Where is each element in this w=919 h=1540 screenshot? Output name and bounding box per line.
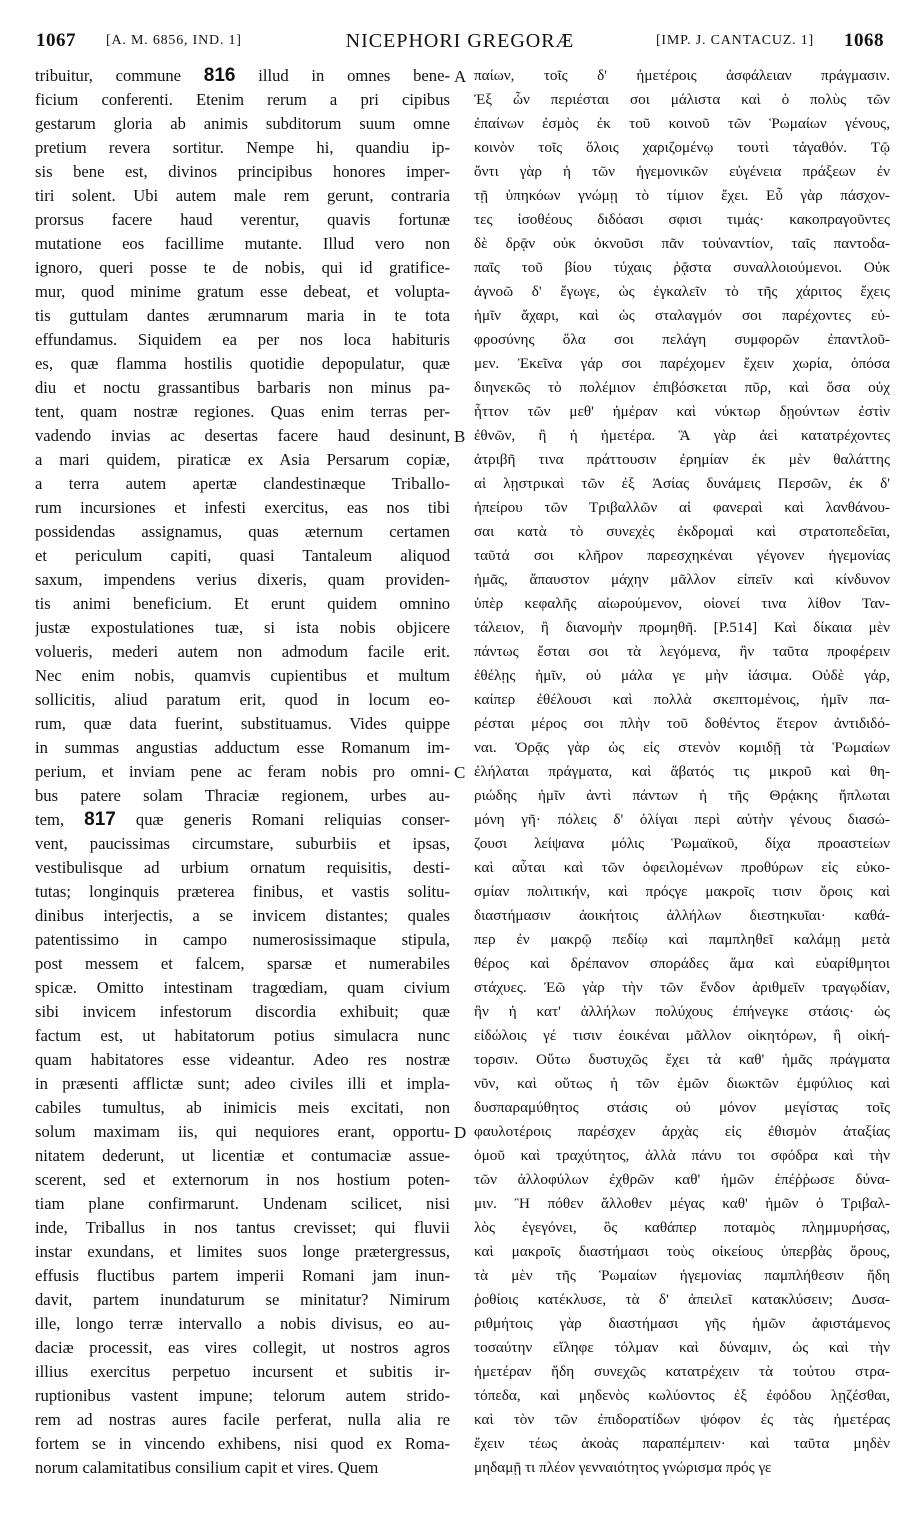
latin-text-line: spicæ. Omitto intestinam tragœdiam, quam civium: [35, 978, 450, 997]
latin-text-line: illius exercitus perpetuo incursent et subitis ir-: [35, 1362, 450, 1381]
latin-text-line: vestibulisque ad urbium ornatum requisitis, desti-: [35, 858, 450, 877]
greek-column: [474, 64, 890, 1480]
section-marker-d: D: [454, 1123, 467, 1142]
greek-text-line: ἐθνῶν, ἢ ἡ ἡμετέρα. Ἃ γὰρ ἀεὶ κατατρέχοντες: [474, 427, 890, 444]
latin-text-line: vadendo invias ac desertas facere haud desinunt,: [35, 426, 450, 445]
latin-text-line: tent, quam nostræ regiones. Quas enim terras per-: [35, 402, 450, 421]
latin-text-line: rum, quæ data fuerint, substituamus. Vides quippe: [35, 714, 450, 733]
greek-text-line: δυσπαραμύθητος στάσις οὐ μόνον μεγίστας τοῖς: [474, 1099, 890, 1116]
greek-text-line: σμίαν πολιτικήν, καὶ πρόςγε μακροῖς τισιν ὅροις καὶ: [474, 883, 890, 900]
greek-text-line: ἣν ἡ κατ' ἀλλήλων πολύχους ἐπήνεγκε στάσις· ὡς: [474, 1003, 890, 1020]
greek-text-line: σαι κατὰ τὸ συνεχὲς ἐκδρομαὶ καὶ στρατοπεδεῖαι,: [474, 523, 890, 540]
greek-text-line: ὄντι γὰρ ἡ τῶν ἡγεμονικῶν εὐγένεια πράξεων ἐν: [474, 163, 890, 180]
latin-text-line: sollicitis, aliud paratum erit, quod in locum eo-: [35, 690, 450, 709]
latin-text-line: davit, partem inundaturum se minitatur? Nimirum: [35, 1290, 450, 1309]
latin-text-line: vent, paucissimas circumstare, suburbiis et ipsas,: [35, 834, 450, 853]
latin-text-line: tem, 817 quæ generis Romani reliquias conser-: [35, 809, 450, 830]
greek-text-line: τὰ μὲν τῆς Ῥωμαίων ἡγεμονίας παμπλήθεσιν ἤδη: [474, 1267, 890, 1284]
greek-text-line: πάντως ἔσται σοι τὰ λεγόμενα, ἢν ταῦτα προφέρειν: [474, 643, 890, 660]
date-bracket-right: [IMP. J. CANTACUZ. 1]: [655, 33, 814, 48]
latin-text-line: rum incursiones et infesti exercitus, eas nos tibi: [35, 498, 450, 517]
greek-text-line: θέρος καὶ δρέπανον σποράδες ἅμα καὶ εὐαρίθμητοι: [474, 955, 890, 972]
section-marker-c: C: [454, 763, 466, 782]
latin-text-line: tribuitur, commune 816 illud in omnes bene-: [35, 65, 450, 86]
latin-text-line: saxum, impendens verius dixeris, quam providen-: [35, 570, 450, 589]
latin-text-line: perium, et inviam pene ac feram nobis pro omni-: [35, 762, 450, 781]
page-number-left: 1067: [36, 30, 76, 51]
greek-text-line: ναι. Ὁρᾷς γὰρ ὡς εἰς στενὸν κομιδῇ τὰ Ῥωμαίων: [474, 739, 890, 756]
latin-text-line: volueris, mederi autem non admodum facile erit.: [35, 642, 450, 661]
greek-text-line: αἱ λῃστρικαὶ τῶν ἐξ Ἀσίας δυνάμεις Περσῶν, ἐκ δ': [474, 475, 890, 492]
date-bracket-left: [A. M. 6856, IND. 1]: [106, 33, 242, 48]
greek-text-line: ἐθέλῃς ἡμῖν, οὐ μάλα γε μὴν ἰάσιμα. Οὐδὲ γάρ,: [474, 667, 890, 684]
latin-text-line: cabiles tumultus, ab inimicis meis excitati, non: [35, 1098, 450, 1117]
greek-text-line: φαυλοτέροις παρέσχεν ἀρχὰς εἰς ἐθισμὸν ἀταξίας: [474, 1123, 890, 1140]
greek-text-line: ἐπαίνων ἐσμὸς ἐκ τοῦ κοινοῦ τῶν Ῥωμαίων γένους,: [474, 115, 890, 132]
latin-text-line: gestarum gloria ab animis subditorum suum omne: [35, 114, 450, 133]
greek-text-line: ζουσι λείψανα μόλις Ῥωμαϊκοῦ, δίχα προαστείων: [474, 835, 890, 852]
greek-text-line: τάλειον, ἢ διανομὴν προμηθῆ. [P.514] Καὶ δίκαια μὲν: [474, 619, 890, 636]
greek-text-line: ἐλήλαται πράγματα, καὶ ἄβατός τις μικροῦ καὶ θη-: [474, 763, 890, 780]
latin-text-line: mutatione eos facillime mutante. Illud vero non: [35, 234, 450, 253]
latin-text-line: solum maximam iis, qui nequiores erant, opportu-: [35, 1122, 450, 1141]
latin-text-line: a terra autem apertæ clandestinæque Triballo-: [35, 474, 450, 493]
greek-text-line: ἡμετέραν ἤδη συνεχῶς κατατρέχειν τὰ τούτου στρα-: [474, 1363, 890, 1380]
running-title: NICEPHORI GREGORÆ: [345, 30, 575, 52]
latin-text-line: norum calamitatibus consilium capit et vires. Quem: [35, 1458, 379, 1477]
greek-text-line: Ἐξ ὧν περιέσται σοι μάλιστα καὶ ὁ πολὺς τῶν: [474, 91, 890, 108]
greek-text-line: παῖς τοῦ βίου τύχαις ῥᾷστα συναλλοιούμενοι. Οὐκ: [474, 259, 890, 276]
greek-text-line: καὶ μακροῖς διαστήμασι τοὺς οἰκείους ὑπερβὰς ὅρους,: [474, 1243, 890, 1260]
latin-text-line: quam habitatores esse videantur. Adeo res nostræ: [35, 1050, 450, 1069]
latin-text-line: instar exundans, et limites suos longe prætergressus,: [35, 1242, 450, 1261]
latin-text-line: bus patere solam Thraciæ regionem, urbes au-: [35, 786, 450, 805]
greek-text-line: μιν. Ἢ πόθεν ἄλλοθεν μέγας καθ' ἡμῶν ὁ Τριβαλ-: [474, 1195, 890, 1212]
latin-text-line: pretium revera sortitur. Nempe hi, quandiu ip-: [35, 138, 450, 157]
section-marker-b: B: [454, 427, 466, 446]
greek-text-line: φροσύνης ὅλα σοι πελάγη συμφορῶν ἐπαντλοῦ-: [474, 331, 890, 348]
latin-text-line: ignoro, queri posse te de nobis, qui id gratifice-: [35, 258, 450, 277]
greek-text-line: ριώδης ἡμῖν ἀντὶ πάντων ἡ τῆς Θρᾴκης ἥπλωται: [474, 787, 890, 804]
greek-text-line: καὶ αὗται καὶ τῶν ὀφειλομένων προθύρων εἰς εὐκο-: [474, 859, 890, 876]
running-header: [36, 30, 884, 60]
column-number: 816: [203, 65, 236, 86]
greek-text-line: εἰδώλοις γέ τισιν ἐοικέναι μᾶλλον οἰκητόρων, ἢ οἰκή-: [474, 1027, 890, 1044]
greek-text-line: ἠπείρου τῶν Τριβαλλῶν αἱ φανεραὶ καὶ λανθάνου-: [474, 499, 890, 516]
latin-text-line: sis bene est, divinos principibus honores imper-: [35, 162, 450, 181]
greek-text-line: ἔχειν τέως ἀκοὰς παραπέμπειν· καὶ ταῦτα μηδὲν: [474, 1435, 890, 1452]
latin-text-line: tis guttulam dantes ærumnarum maria in te tota: [35, 306, 450, 325]
latin-column: [35, 64, 450, 1480]
latin-text-line: effundamus. Siquidem ea per nos loca habituris: [35, 330, 450, 349]
greek-text-line: τῶν ἀλλοφύλων ἐχθρῶν καθ' ἡμῶν ἐπέῤῥωσε δύνα-: [474, 1171, 890, 1188]
latin-text-line: ruptionibus vastent impune; telorum autem strido-: [35, 1386, 450, 1405]
greek-text-line: τῇ ὑπηκόων γνώμῃ τὸ τίμιον ἔχει. Εὖ γὰρ πάσχον-: [474, 187, 890, 204]
greek-text-line: διαστήμασιν ἀοικήτοις ἀλλήλων διεστηκυῖαι· καθά-: [474, 907, 890, 924]
latin-text-line: tiri solent. Ubi autem male rem gerunt, contraria: [35, 186, 450, 205]
latin-text-line: justæ expostulationes tuæ, si ista nobis objicere: [35, 618, 450, 637]
latin-text-line: nitatem dederunt, ut licentiæ et contumaciæ assue-: [35, 1146, 450, 1165]
latin-text-line: Nec enim nobis, quamvis cupientibus et multum: [35, 666, 450, 685]
greek-text-line: μηδαμῇ τι πλέον γενναιότητος γνώρισμα πρός γε: [474, 1459, 772, 1476]
greek-text-line: μεν. Ἐκεῖνα γάρ σοι παρέχομεν ἔχειν χωρία, ὁπόσα: [474, 355, 890, 372]
column-number: 817: [84, 809, 116, 830]
greek-text-line: ἡμῖν ἄχαρι, καὶ ὡς σταλαγμόν σοι παρέχοντες εὐ-: [474, 307, 890, 324]
greek-text-line: νῦν, καὶ οὕτως ἡ τῶν ἐμῶν διωκτῶν ἐμφύλιος καὶ: [474, 1075, 890, 1092]
latin-text-line: effusis fluctibus partem imperii Romani jam inun-: [35, 1266, 450, 1285]
greek-text-line: καὶ τὸν τῶν ἐπιδορατίδων ψόφον ἐς τὰς ἡμετέρας: [474, 1411, 890, 1428]
latin-text-line: scerent, sed et externorum in nos hostium poten-: [35, 1170, 450, 1189]
latin-text-line: tutas; longinquis præterea finibus, et vastis solitu-: [35, 882, 450, 901]
greek-text-line: τόπεδα, καὶ μηδενὸς κωλύοντος ἐξ ἐφόδου λῃζέσθαι,: [474, 1387, 890, 1404]
latin-text-line: rem ad nostras aures facile perferat, nulla alia re: [35, 1410, 450, 1429]
latin-text-line: daciæ processit, eas vires collegit, ut nostros agros: [35, 1338, 450, 1357]
latin-text-line: possidendas assignamus, quas æternum certamen: [35, 522, 450, 541]
latin-text-line: ficium conferenti. Etenim rerum a pri cipibus: [35, 90, 450, 109]
greek-text-line: τες ἰσοθέους διδόασι σφισι τιμάς· κακοπραγοῦντες: [474, 211, 890, 228]
greek-text-line: διηνεκῶς τὸ πολέμιον ἐπιβόσκεται πῦρ, καὶ ὅσα οὐχ: [474, 379, 890, 396]
latin-text-line: sibi invicem infestorum discordia exhibuit; quæ: [35, 1002, 450, 1021]
latin-text-line: in præsenti afflictæ sunt; adeo civiles illi et impla-: [35, 1074, 450, 1093]
greek-text-line: τορσιν. Οὕτω δυστυχῶς ἔχει τὰ καθ' ἡμᾶς πράγματα: [474, 1051, 890, 1068]
greek-text-line: καίπερ ἐθέλουσι καὶ πολλὰ σκεπτομένοις, ἡμῖν πα-: [474, 691, 890, 708]
greek-text-line: ὑπὲρ κεφαλῆς αἰωρούμενον, οἱονεί τινα λίθον Ταν-: [474, 595, 890, 612]
latin-text-line: tis animi beneficium. Et erunt quidem omnino: [35, 594, 450, 613]
greek-text-line: λὸς ἐγεγόνει, ὃς καθάπερ ποταμὸς πλημμυρήσας,: [474, 1219, 890, 1236]
greek-text-line: ῥοθίοις κατέκλυσε, τὰ δ' ἀπειλεῖ κατακλύσειν; Δυσα-: [474, 1291, 890, 1308]
greek-text-line: περ ἐν μακρῷ πεδίῳ καὶ παμπληθεῖ καλάμῃ μετὰ: [474, 931, 890, 948]
greek-text-line: παίων, τοῖς δ' ἡμετέροις ἀσφάλειαν πράγμασιν.: [474, 67, 890, 84]
latin-text-line: fortem se in vincendo exhibens, nisi quod ex Roma-: [35, 1434, 450, 1453]
greek-text-line: κοινὸν τοῖς ὅλοις χαριζομένῳ τουτὶ τἀγαθόν. Τῷ: [474, 139, 890, 156]
greek-text-line: δὲ δρᾷν οὐκ ὀκνοῦσι πᾶν τοὐναντίον, ταῖς παντοδα-: [474, 235, 890, 252]
latin-text-line: es, quæ flamma hostilis quotidie depopulatur, quæ: [35, 354, 450, 373]
latin-text-line: dinibus interjectis, a se invicem distantes; quales: [35, 906, 450, 925]
latin-text-line: in summas angustias adductum esse Romanum im-: [35, 738, 450, 757]
latin-text-line: mur, quod minime gratum esse debeat, et volupta-: [35, 282, 450, 301]
greek-text-line: τοσαύτην εἴληφε τόλμαν καὶ δύναμιν, ὡς καὶ τὴν: [474, 1339, 890, 1356]
latin-text-line: patentissimo in campo numerosissimaque stipula,: [35, 930, 450, 949]
latin-text-line: inde, Triballus in nos tantus crevisset; qui fluvii: [35, 1218, 450, 1237]
latin-text-line: tiam plane confirmarunt. Undenam scilicet, nisi: [35, 1194, 450, 1213]
section-marker-a: A: [454, 67, 467, 86]
latin-text-line: a mari quidem, piraticæ ex Asia Persarum copiæ,: [35, 450, 450, 469]
greek-text-line: ἡμᾶς, ἄπαυστον μάχην μᾶλλον εἰπεῖν καὶ κίνδυνον: [474, 571, 890, 588]
greek-text-line: ἧττον τῶν μεθ' ἡμέραν καὶ νύκτωρ δῃούντων ἐστὶν: [474, 403, 890, 420]
latin-text-line: et periculum capiti, quasi Tantaleum aliquod: [35, 546, 450, 565]
latin-text-line: prorsus facere haud verentur, quavis fortunæ: [35, 210, 450, 229]
greek-text-line: στάχυες. Ἐῶ γὰρ τὴν τῶν ἔνδον ἀριθμεῖν τραγῳδίαν,: [474, 979, 890, 996]
latin-text-line: ille, longo terræ intervallo a nobis divisus, eo au-: [35, 1314, 450, 1333]
greek-text-line: ἀτριβῆ τινα πράττουσιν ἐρημίαν ἐκ μὲν θαλάττης: [474, 451, 890, 468]
greek-text-line: μόνη γῆ· πόλεις δ' ὀλίγαι περὶ αὐτὴν γένους διασώ-: [474, 811, 890, 828]
greek-text-line: ὁμοῦ καὶ τραχύτητος, ἀλλὰ πάνυ τοι σφόδρα καὶ τὴν: [474, 1147, 890, 1164]
latin-text-line: post messem et falcem, sparsæ et numerabiles: [35, 954, 450, 973]
greek-text-line: ἀγνοῶ δ' ἔγωγε, ὡς ἐγκαλεῖν τὸ τῆς χάριτος ἔχεις: [474, 283, 890, 300]
greek-text-line: ρέσται μέρος σοι πλὴν τοῦ δοθέντος ἕτερον ἀντιδιδό-: [474, 715, 890, 732]
latin-text-line: factum est, ut habitatorum potius simulacra nunc: [35, 1026, 450, 1045]
latin-text-line: diu et noctu grassantibus barbaris non minus pa-: [35, 378, 450, 397]
page-number-right: 1068: [844, 30, 884, 51]
greek-text-line: ταῦτά σοι κλῆρον παρεσχηκέναι γέγονεν ἡγεμονίας: [474, 547, 890, 564]
greek-text-line: ριθμήτοις γὰρ διαστήμασι γῆς ἡμῶν ἀφιστάμενος: [474, 1315, 890, 1332]
